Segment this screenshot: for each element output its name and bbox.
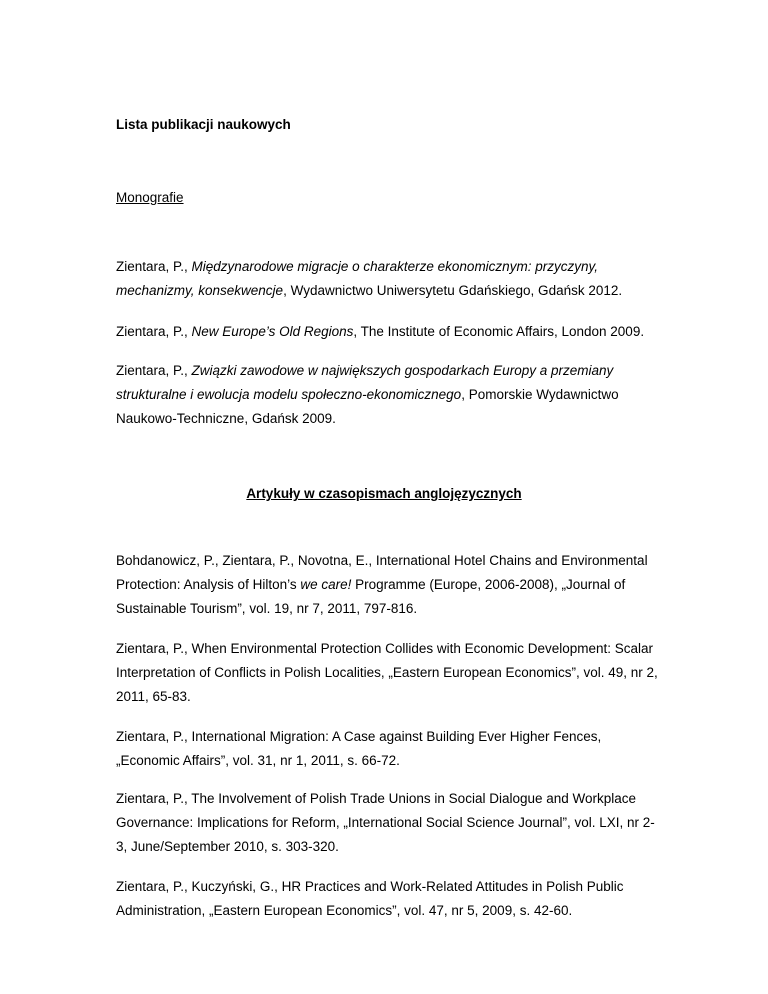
monograph-entry [116,359,661,431]
article-entry [116,549,661,621]
entry-title: New Europe’s Old Regions [191,324,354,339]
article-entry: Zientara, P., International Migration: A Case against Building Ever Higher Fences, „Economic Affairs”, vol. 31, nr 1, 2011, s. 66-72. [116,729,602,768]
entry-text: Bohdanowicz, P., Zientara, P., Novotna, E., International Hotel Chains and Environmental Protection: Analysis of Hilton’s [116,553,648,592]
document-title: Lista publikacji naukowych [116,117,291,132]
entry-title: Związki zawodowe w największych gospodarkach Europy a przemiany strukturalne i ewolucja modelu społeczno-ekonomicznego [116,363,614,402]
entry-publisher: , Pomorskie Wydawnictwo Naukowo-Techniczne, Gdańsk 2009. [116,387,619,426]
entry-text: Programme (Europe, 2006-2008), „Journal of Sustainable Tourism”, vol. 19, nr 7, 2011, 797-816. [116,577,626,616]
monograph-entry [116,320,661,344]
article-entry: Zientara, P., Kuczyński, G., HR Practices and Work-Related Attitudes in Polish Public Administration, „Eastern European Economics”, vol. 47, nr 5, 2009, s. 42-60. [116,879,624,918]
entry-authors: Zientara, P., [116,259,192,274]
article-entry: Zientara, P., The Involvement of Polish Trade Unions in Social Dialogue and Workplace Governance: Implications for Reform, „International Social Science Journal”, vol. LXI, nr 2-3, June/September 2010, s. 303-320. [116,791,655,854]
entry-authors: Zientara, P., [116,363,192,378]
entry-publisher: , The Institute of Economic Affairs, London 2009. [353,324,645,339]
entry-title: Międzynarodowe migracje o charakterze ekonomicznym: przyczyny, mechanizmy, konsekwencje [116,259,598,298]
entry-publisher: , Wydawnictwo Uniwersytetu Gdańskiego, Gdańsk 2012. [283,283,623,298]
entry-italic: we care! [300,577,352,592]
articles-heading: Artykuły w czasopismach anglojęzycznych [246,486,522,501]
monographs-heading: Monografie [116,190,184,205]
entry-authors: Zientara, P., [116,324,192,339]
article-entry: Zientara, P., When Environmental Protection Collides with Economic Development: Scalar Interpretation of Conflicts in Polish Localities, „Eastern European Economics”, vol. 49, nr 2, 2011, 65-83. [116,641,658,704]
monograph-entry [116,255,661,303]
